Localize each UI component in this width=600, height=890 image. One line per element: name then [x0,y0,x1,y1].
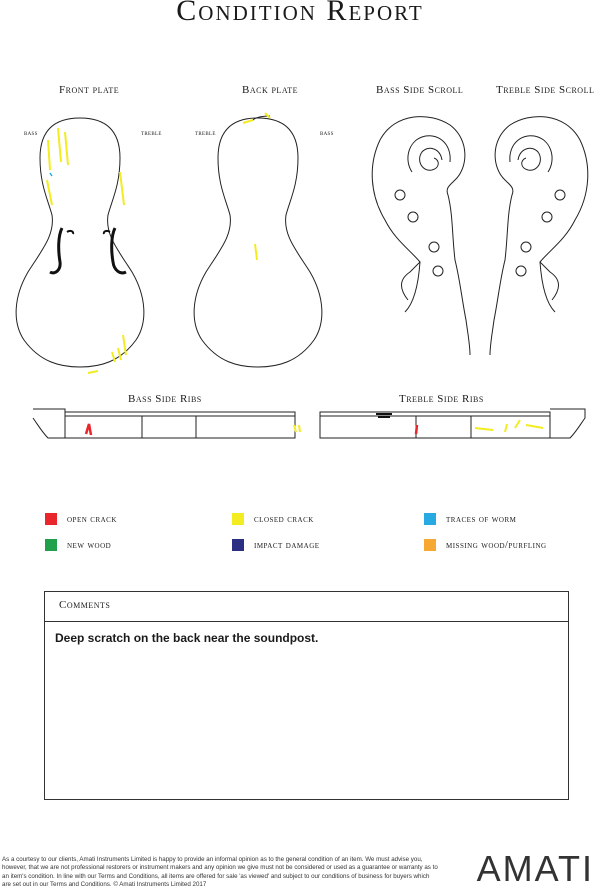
bass-ribs-markings [86,424,300,435]
legend-impact-damage: impact damage [232,539,320,551]
page-title: Condition Report [176,0,424,27]
back-plate-markings [243,113,270,260]
legend-new-wood: new wood [45,539,111,551]
treble-ribs-markings [376,414,543,434]
front-plate-outline [16,118,144,367]
back-plate-outline [194,116,322,367]
legend-closed-crack: closed crack [232,513,314,525]
f-hole-right [112,228,126,273]
treble-side-ribs-label: Treble Side Ribs [399,393,484,405]
bass-side-scroll-drawing [372,117,470,355]
bass-side-ribs-label: Bass Side Ribs [128,393,202,405]
f-hole-left [50,228,62,273]
open-crack-swatch [45,513,57,525]
comments-box [44,591,569,800]
disclaimer-text: As a courtesy to our clients, Amati Instruments Limited is happy to provide an informal opinion as to the general condition of an item. We must advise you, however, that we are not professional restorers or instrument makers and any opinion we give must not be considered or used as a guarantee or warranty as to an item's condition. In line with our Terms and Conditions, all items are offered for sale 'as viewed' and subject to our conditions of business for buyers which are set out in our Terms and Conditions. © Amati Instruments Limited 2017 [2,856,438,889]
back-bass-label: bass [320,129,334,137]
front-bass-label: bass [24,129,38,137]
back-treble-label: treble [195,129,216,137]
bass-side-ribs-drawing [33,409,295,438]
legend-traces-of-worm: traces of worm [424,513,516,525]
missing-wood-swatch [424,539,436,551]
treble-side-scroll-drawing [490,117,588,355]
comments-text[interactable]: Deep scratch on the back near the soundpost. [55,631,319,645]
comments-heading: Comments [45,592,568,622]
closed-crack-swatch [232,513,244,525]
new-wood-swatch [45,539,57,551]
treble-side-scroll-label: Treble Side Scroll [496,84,595,96]
legend-missing-wood: missing wood/purfling [424,539,547,551]
amati-logo: AMATI [476,848,594,889]
front-treble-label: treble [141,129,162,137]
legend-open-crack: open crack [45,513,117,525]
treble-side-ribs-drawing [320,409,585,438]
bass-side-scroll-label: Bass Side Scroll [376,84,464,96]
traces-of-worm-swatch [424,513,436,525]
front-worm-mark [50,173,52,176]
back-plate-label: Back plate [242,84,298,96]
impact-damage-swatch [232,539,244,551]
front-plate-label: Front plate [59,84,120,96]
